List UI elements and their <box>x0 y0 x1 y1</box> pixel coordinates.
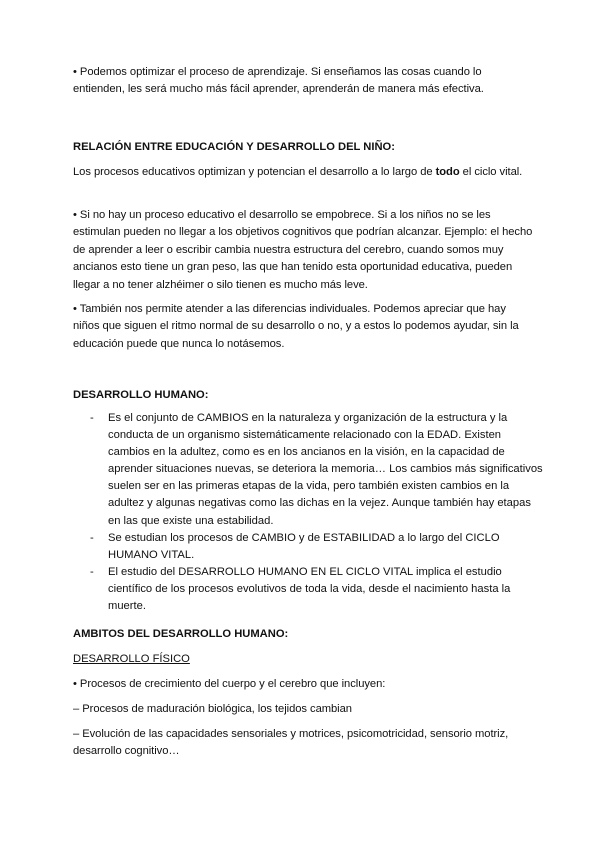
heading-areas-human-development: AMBITOS DEL DESARROLLO HUMANO: <box>73 628 289 640</box>
list-item <box>73 564 543 615</box>
list-item-text: Es el conjunto de CAMBIOS en la naturaleza y organización de la estructura y la conducta de un organismo sistemáticamente relacionado con la EDAD. Existen cambios en la adultez, como es en los ancianos en la visión, en la capacidad de aprender situaciones nuevas, se deteriora la memoria… Los cambios más significativos suelen ser en las primeras etapas de la vida, pero también existen cambios en la adultez y algunas negativas como las dichas en la vejez. Aunque también hay etapas en las que existe una estabilidad. <box>108 412 543 527</box>
paragraph-biological-maturation: – Procesos de maduración biológica, los tejidos cambian <box>73 703 352 715</box>
paragraph-growth-processes: • Procesos de crecimiento del cuerpo y el cerebro que incluyen: <box>73 678 386 690</box>
paragraph-educational-processes <box>73 164 533 181</box>
heading-education-development: RELACIÓN ENTRE EDUCACIÓN Y DESARROLLO DEL NIÑO: <box>73 141 395 153</box>
list-item <box>73 530 543 564</box>
paragraph-text-end: el ciclo vital. <box>459 166 523 178</box>
heading-human-development: DESARROLLO HUMANO: <box>73 389 209 401</box>
dash-marker: - <box>90 565 94 578</box>
subheading-physical-development: DESARROLLO FÍSICO <box>73 653 190 665</box>
paragraph-text-start: Los procesos educativos optimizan y potencian el desarrollo a lo largo de <box>73 166 436 178</box>
paragraph-individual-differences: • También nos permite atender a las diferencias individuales. Podemos apreciar que hay niños que siguen el ritmo normal de su desarrollo o no, y a estos lo podemos ayudar, sin la educación puede que nunca lo notásemos. <box>73 303 519 350</box>
dash-list <box>73 410 543 615</box>
list-item-text: El estudio del DESARROLLO HUMANO EN EL CICLO VITAL implica el estudio científico de los procesos evolutivos de toda la vida, desde el nacimiento hasta la muerte. <box>108 565 511 613</box>
paragraph-optimize-learning: • Podemos optimizar el proceso de aprendizaje. Si enseñamos las cosas cuando lo entienden, les será mucho más fácil aprender, aprenderán de manera más efectiva. <box>73 66 484 96</box>
dash-marker: - <box>90 531 94 544</box>
paragraph-no-education: • Si no hay un proceso educativo el desarrollo se empobrece. Si a los niños no se les estimulan pueden no llegar a los objetivos cognitivos que podrían alcanzar. Ejemplo: el hecho de aprender a leer o escribir cambia nuestra estructura del cerebro, cuando somos muy ancianos esto tiene un gran peso, las que han tenido esta oportunidad educativa, pueden llegar a no tener alzhéimer o silo tienen es mucho más leve. <box>73 209 533 291</box>
dash-marker: - <box>90 412 94 424</box>
list-item <box>73 410 543 530</box>
bold-word-todo: todo <box>435 166 460 178</box>
paragraph-sensory-motor: – Evolución de las capacidades sensoriales y motrices, psicomotricidad, sensorio motriz, desarrollo cognitivo… <box>73 728 509 758</box>
list-item-text: Se estudian los procesos de CAMBIO y de ESTABILIDAD a lo largo del CICLO HUMANO VITAL. <box>108 531 500 561</box>
